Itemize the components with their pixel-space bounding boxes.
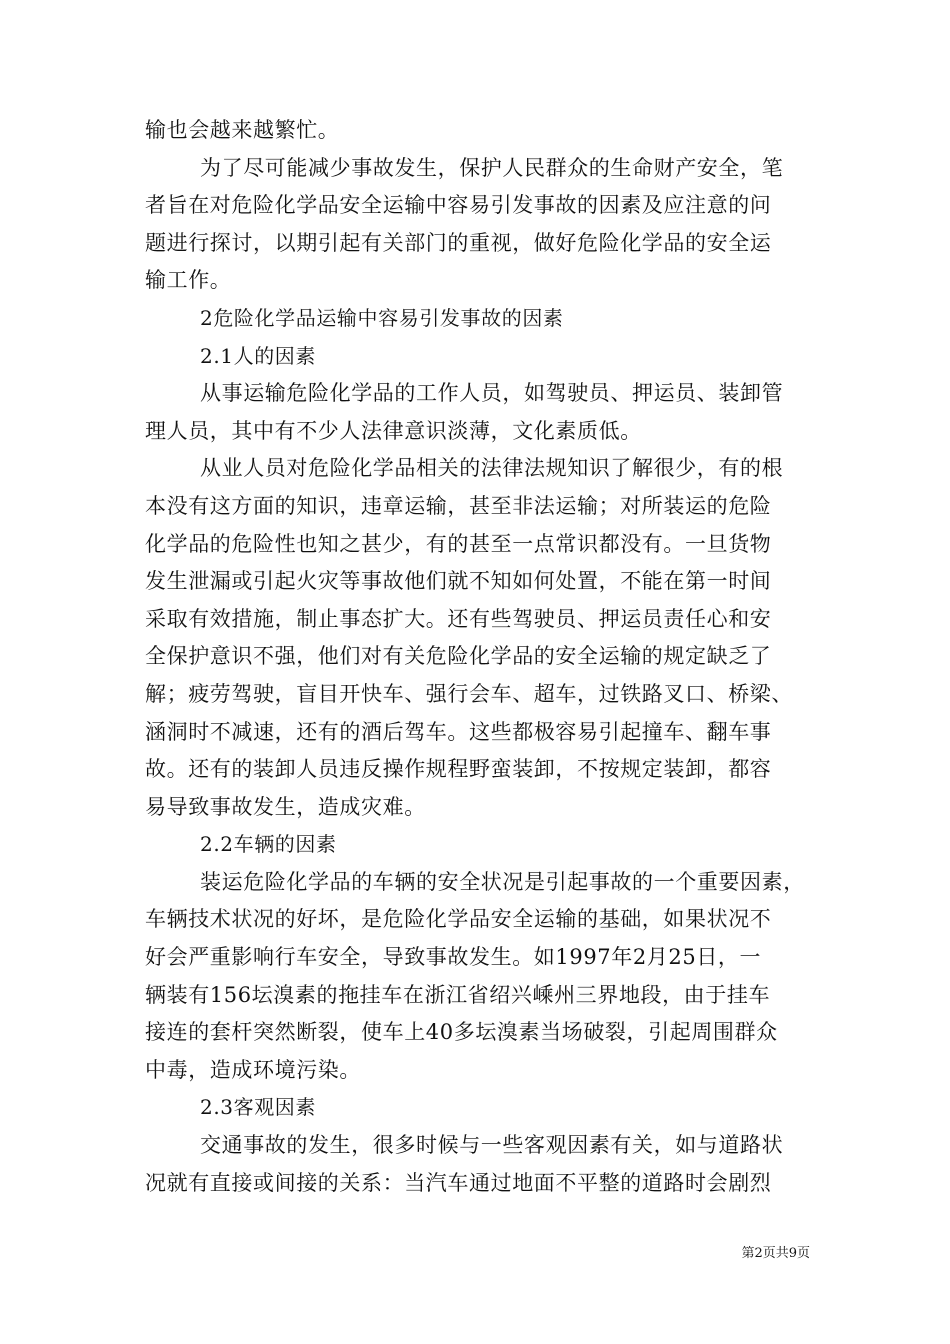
paragraph-line: 况就有直接或间接的关系：当汽车通过地面不平整的道路时会剧烈 (145, 1170, 772, 1195)
paragraph-line: 接连的套杆突然断裂，使车上40多坛溴素当场破裂，引起周围群众 (145, 1020, 778, 1045)
paragraph-line: 解；疲劳驾驶，盲目开快车、强行会车、超车，过铁路叉口、桥梁、 (145, 681, 793, 706)
paragraph-line: 车辆技术状况的好坏，是危险化学品安全运输的基础，如果状况不 (145, 907, 772, 932)
paragraph-line: 从事运输危险化学品的工作人员，如驾驶员、押运员、装卸管 (200, 381, 784, 406)
section-heading: 2.3客观因素 (200, 1095, 317, 1120)
paragraph-line: 涵洞时不减速，还有的酒后驾车。这些都极容易引起撞车、翻车事 (145, 719, 772, 744)
section-heading: 2.2车辆的因素 (200, 832, 337, 857)
document-body (145, 112, 810, 1202)
paragraph-line: 输也会越来越繁忙。 (145, 118, 340, 142)
paragraph-line: 辆装有156坛溴素的拖挂车在浙江省绍兴嵊州三界地段，由于挂车 (145, 982, 771, 1007)
paragraph-line: 中毒，造成环境污染。 (145, 1057, 361, 1082)
section-heading: 2危险化学品运输中容易引发事故的因素 (200, 305, 564, 330)
paragraph-line: 从业人员对危险化学品相关的法律法规知识了解很少，有的根 (200, 456, 784, 481)
paragraph-line: 者旨在对危险化学品安全运输中容易引发事故的因素及应注意的问 (145, 193, 772, 218)
paragraph-line: 化学品的危险性也知之甚少，有的甚至一点常识都没有。一旦货物 (145, 531, 772, 556)
paragraph-line: 输工作。 (145, 268, 232, 293)
paragraph-line: 为了尽可能减少事故发生，保护人民群众的生命财产安全，笔 (200, 155, 784, 180)
section-heading: 2.1人的因素 (200, 343, 317, 368)
paragraph-line: 题进行探讨，以期引起有关部门的重视，做好危险化学品的安全运 (145, 230, 772, 255)
paragraph-line: 交通事故的发生，很多时候与一些客观因素有关，如与道路状 (200, 1133, 784, 1158)
paragraph-line: 装运危险化学品的车辆的安全状况是引起事故的一个重要因素， (200, 869, 805, 894)
paragraph-line: 发生泄漏或引起火灾等事故他们就不知如何处置，不能在第一时间 (145, 569, 772, 594)
paragraph-line: 采取有效措施，制止事态扩大。还有些驾驶员、押运员责任心和安 (145, 606, 772, 631)
paragraph-line: 本没有这方面的知识，违章运输，甚至非法运输；对所装运的危险 (145, 493, 772, 518)
paragraph-line: 理人员，其中有不少人法律意识淡薄，文化素质低。 (145, 418, 642, 443)
paragraph-line: 好会严重影响行车安全，导致事故发生。如1997年2月25日，一 (145, 945, 762, 970)
paragraph-line: 故。还有的装卸人员违反操作规程野蛮装卸，不按规定装卸，都容 (145, 757, 772, 782)
paragraph-line: 易导致事故发生，造成灾难。 (145, 794, 426, 819)
page-number-footer: 第2页共9页 (741, 1246, 810, 1261)
paragraph-line: 全保护意识不强，他们对有关危险化学品的安全运输的规定缺乏了 (145, 644, 772, 669)
